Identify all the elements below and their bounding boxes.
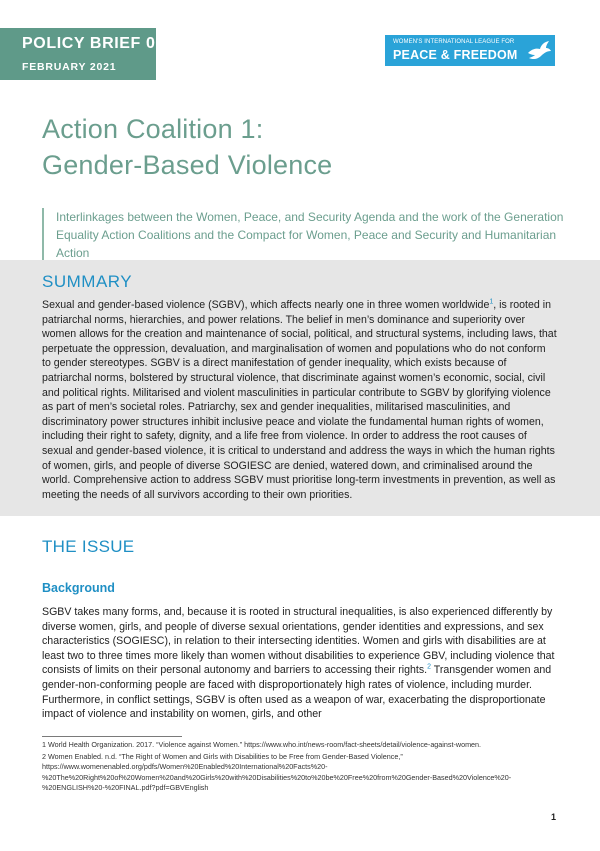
background-text-b: Transgender women and gender-non-conforming people are faced with disproportionately high rates of violence, including murder. Furthermore, in conflict settings, SGBV is often used as a weapon of war, exacerbating the disproportionate impact of violence and instability on women, girls, and other xyxy=(42,664,552,721)
policy-brief-label xyxy=(0,28,165,80)
intro-text: Interlinkages between the Women, Peace, and Security Agenda and the work of the Generation Equality Action Coalitions and the Compact for Women, Peace and Security and Humanitarian Action xyxy=(42,208,566,262)
page-title xyxy=(42,111,332,183)
footnote-ref-2[interactable]: 2 xyxy=(427,663,431,671)
brief-date: FEBRUARY 2021 xyxy=(22,61,117,73)
footnote-1: 1 World Health Organization. 2017. “Violence against Women.” https://www.who.int/news-room/fact-sheets/detail/violence-against-women. xyxy=(42,740,482,749)
footnote-divider xyxy=(42,736,182,737)
summary-paragraph xyxy=(42,298,557,502)
summary-text-b: , is rooted in patriarchal norms, hierarchies, and power relations. The belief in men’s dominance and superiority over women allows for the creation and maintenance of social, political, and structural systems, including laws, that perpetuate the oppression, devaluation, and marginalisation of women and populations who do not conform to gender stereotypes. SGBV is a direct manifestation of gender inequality, which exists because of patriarchal norms, bolstered by structural violence, that discriminate against women’s economic, social, civil and political rights. Militarised and violent masculinities in particular contribute to SGBV by glorifying violence as part of men’s societal roles. Patriarchy, sex and gender inequalities, militarised masculinities, and discriminatory power structures inhibit inclusive peace and violate the fundamental human rights of women, including their right to safety, dignity, and a life free from violence. In order to address the root causes of sexual and gender-based violence, it is critical to understand and address the ways in which the human rights of women, girls, and people of diverse SOGIESC are denied, watered down, and criminalised around the world. Comprehensive action to address SGBV must prioritise long-term investments in prevention, as well as meeting the needs of all survivors according to their own priorities. xyxy=(42,299,557,501)
footnotes xyxy=(42,740,562,795)
summary-heading: SUMMARY xyxy=(42,272,133,291)
background-paragraph xyxy=(42,605,562,722)
title-line-2: Gender-Based Violence xyxy=(42,150,333,180)
wilpf-logo xyxy=(385,35,555,66)
dove-icon xyxy=(526,38,552,64)
summary-text-a: Sexual and gender-based violence (SGBV), which affects nearly one in three women worldwide xyxy=(42,299,490,311)
page-number: 1 xyxy=(551,812,557,822)
title-line-1: Action Coalition 1: xyxy=(42,114,264,144)
footnote-ref-1[interactable]: 1 xyxy=(489,298,494,306)
summary-section xyxy=(0,260,600,516)
background-text-a: SGBV takes many forms, and, because it is rooted in structural inequalities, is also experienced differently by diverse women, girls, and people of diverse sexual orientations, gender identities and expressions, and sex characteristics (SOGIESC), in relation to their intersecting identities. Women and girls with disabilities are at least two to three times more likely than women without disabilities to experience GBV, including violence that consists of limits on their personal autonomy and barriers to accessing their rights. xyxy=(42,606,555,677)
logo-org-name: WOMEN'S INTERNATIONAL LEAGUE FOR xyxy=(393,39,515,45)
footnote-2: 2 Women Enabled. n.d. “The Right of Women and Girls with Disabilities to be Free from Gender-Based Violence,” https://www.womenenabled.org/pdfs/Women%20Enabled%20International%20Facts%20-%20The%20Right%20of%20Women%20and%20Girls%20with%20Disabilities%20to%20be%20Free%20from%20Gender-Based%20Violence%20-%20ENGLISH%20-%20FINAL.pdf?pdf=GBVEnglish xyxy=(42,751,512,793)
logo-tagline: PEACE & FREEDOM xyxy=(393,48,518,62)
issue-heading: THE ISSUE xyxy=(42,537,135,556)
background-heading: Background xyxy=(42,581,115,595)
brief-title: POLICY BRIEF 01 xyxy=(22,35,165,52)
